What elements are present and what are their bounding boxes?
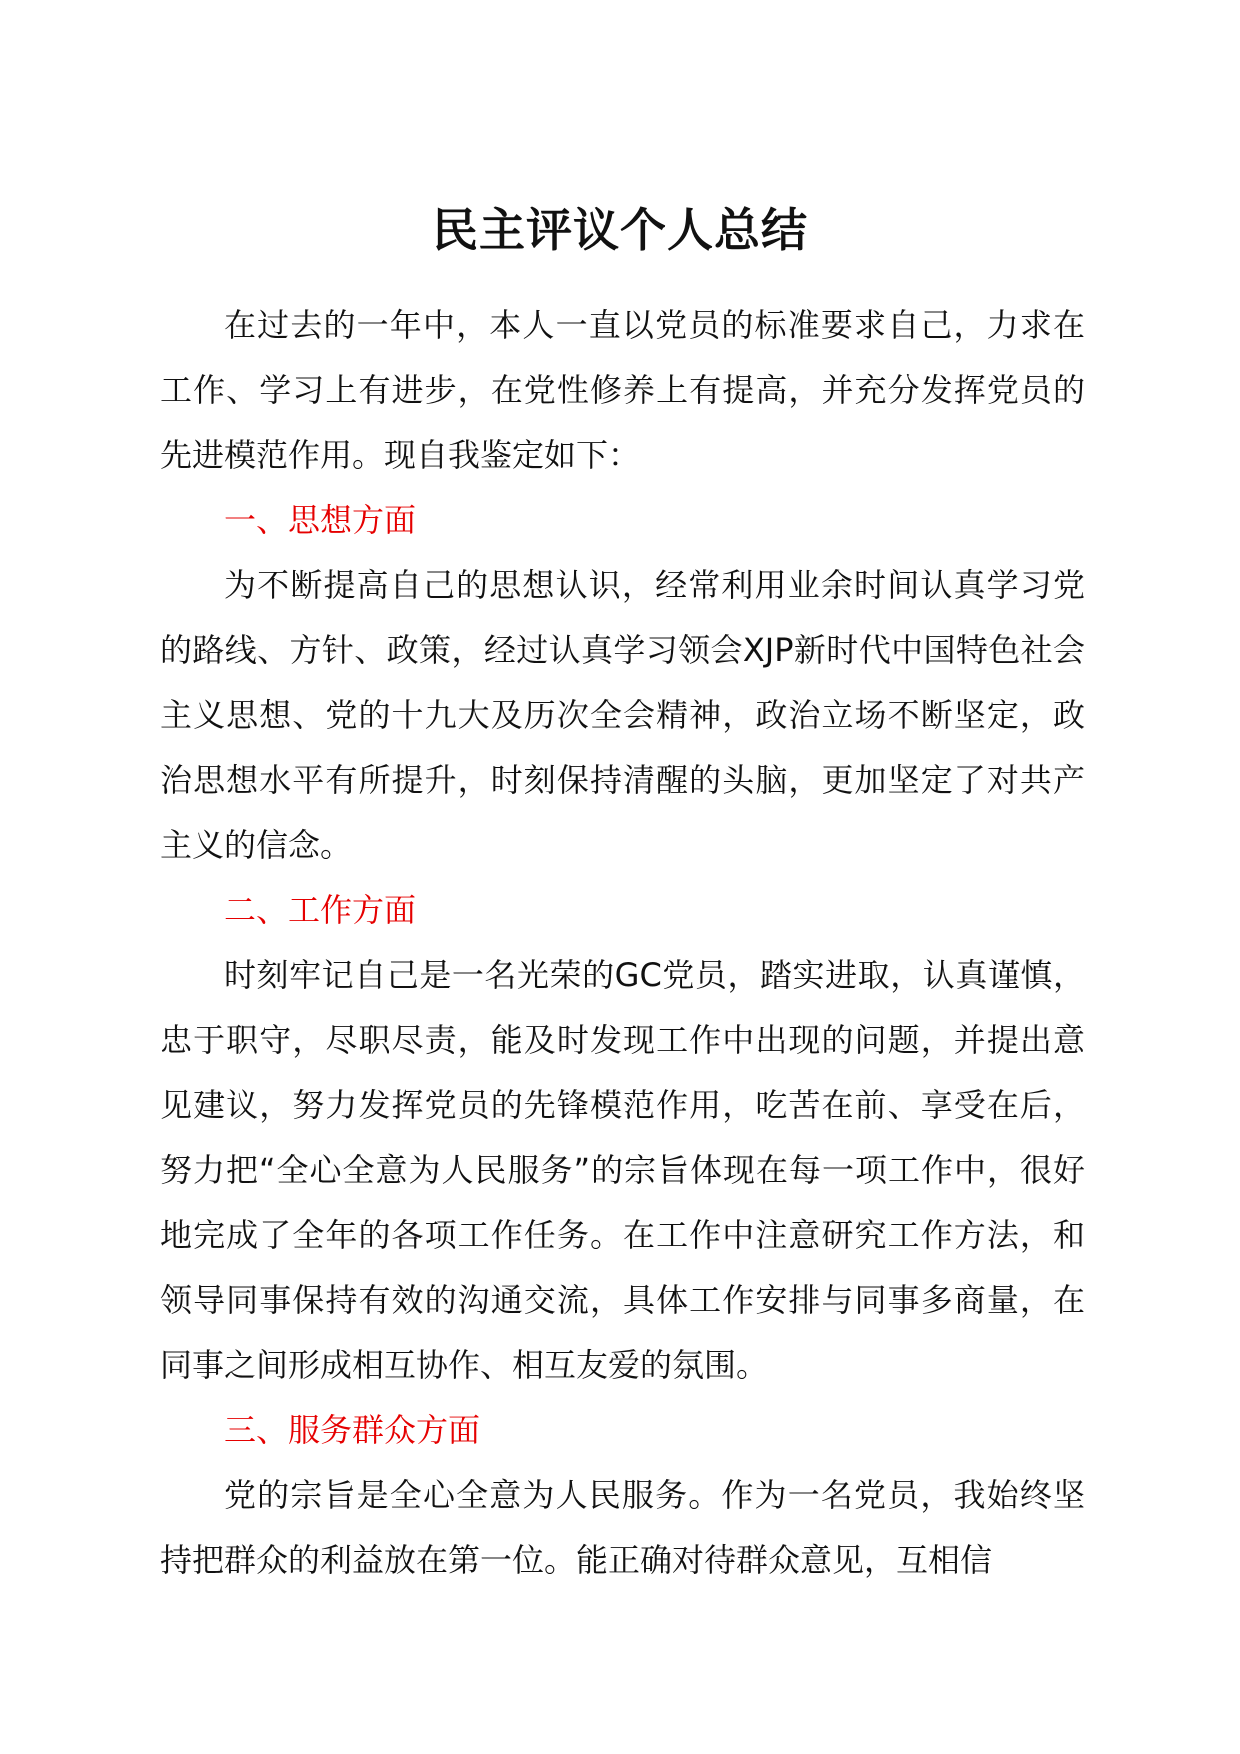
section-heading-thought: 一、思想方面 [224,501,417,539]
section-heading-work: 二、工作方面 [224,891,417,929]
service-paragraph: 党的宗旨是全心全意为人民服务。作为一名党员，我始终坚持把群众的利益放在第一位。能正确对待群众意见，互相信 [160,1476,1085,1579]
thought-paragraph: 为不断提高自己的思想认识，经常利用业余时间认真学习党的路线、方针、政策，经过认真学习领会XJP新时代中国特色社会主义思想、党的十九大及历次全会精神，政治立场不断坚定，政治思想水平有所提升，时刻保持清醒的头脑，更加坚定了对共产主义的信念。 [160,566,1085,864]
intro-paragraph: 在过去的一年中，本人一直以党员的标准要求自己，力求在工作、学习上有进步，在党性修养上有提高，并充分发挥党员的先进模范作用。现自我鉴定如下： [160,306,1085,474]
work-paragraph: 时刻牢记自己是一名光荣的GC党员，踏实进取，认真谨慎，忠于职守，尽职尽责，能及时发现工作中出现的问题，并提出意见建议，努力发挥党员的先锋模范作用，吃苦在前、享受在后，努力把“全心全意为人民服务”的宗旨体现在每一项工作中，很好地完成了全年的各项工作任务。在工作中注意研究工作方法，和领导同事保持有效的沟通交流，具体工作安排与同事多商量，在同事之间形成相互协作、相互友爱的氛围。 [160,956,1085,1384]
document-title: 民主评议个人总结 [432,203,808,257]
document-body [160,293,1085,1593]
section-heading-service: 三、服务群众方面 [224,1411,481,1449]
